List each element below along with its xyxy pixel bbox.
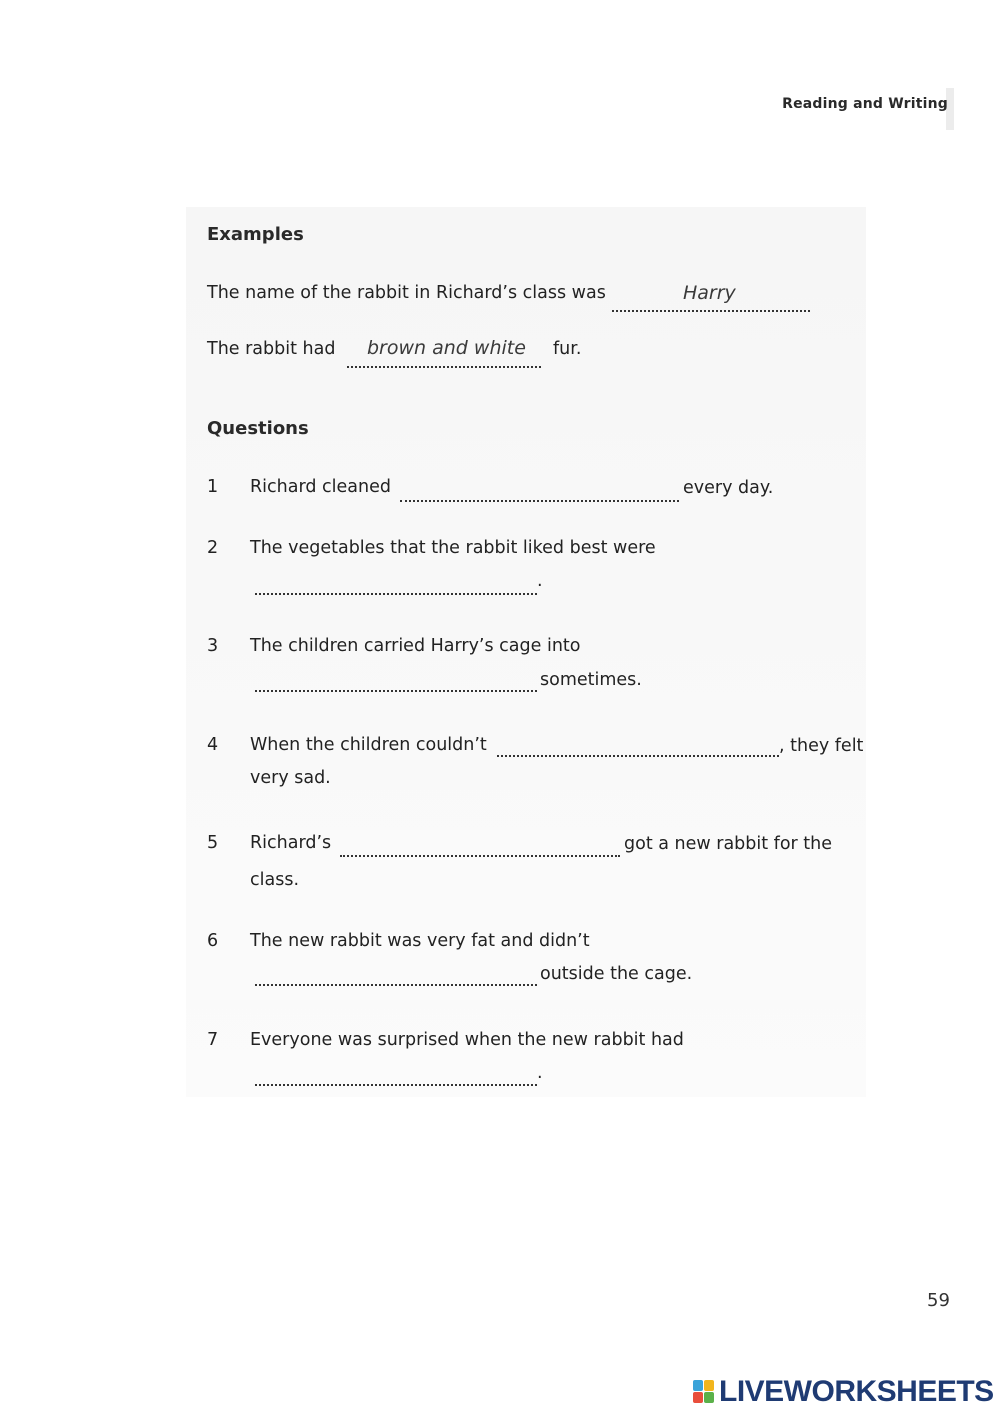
question-4-before: When the children couldn’t <box>250 735 487 755</box>
question-6-answer-input[interactable] <box>255 966 537 986</box>
example-1 <box>207 283 606 303</box>
question-2-answer-input[interactable] <box>255 575 537 595</box>
question-7-end: . <box>537 1063 543 1083</box>
question-5-line2: class. <box>250 870 300 890</box>
liveworksheets-logo-icon <box>693 1380 715 1404</box>
question-3-text: The children carried Harry’s cage into <box>250 636 581 656</box>
example-2-before: The rabbit had <box>207 339 336 359</box>
example-2-answer: brown and white <box>367 337 526 359</box>
question-7-number: 7 <box>207 1030 219 1050</box>
question-1-number: 1 <box>207 477 219 497</box>
question-7-answer-input[interactable] <box>255 1066 537 1086</box>
question-3-answer-input[interactable] <box>255 672 537 692</box>
question-4-after: , they felt <box>779 736 864 756</box>
question-2-end: . <box>537 571 543 591</box>
question-6-number: 6 <box>207 931 219 951</box>
liveworksheets-brand[interactable] <box>693 1374 994 1410</box>
question-7-text: Everyone was surprised when the new rabbit had <box>250 1030 684 1050</box>
question-1-before: Richard cleaned <box>250 477 391 497</box>
question-5-before: Richard’s <box>250 833 332 853</box>
question-5-after: got a new rabbit for the <box>624 834 833 854</box>
question-1-after: every day. <box>683 478 774 498</box>
question-4-line2: very sad. <box>250 768 331 788</box>
question-6-text: The new rabbit was very fat and didn’t <box>250 931 590 951</box>
question-4-answer-input[interactable] <box>497 737 779 757</box>
questions-title: Questions <box>207 418 309 439</box>
section-header: Reading and Writing <box>782 96 948 112</box>
question-3-number: 3 <box>207 636 219 656</box>
liveworksheets-wordmark: LIVEWORKSHEETS <box>719 1375 994 1408</box>
question-5-answer-input[interactable] <box>340 837 620 857</box>
example-2-after: fur. <box>553 339 582 359</box>
page-number: 59 <box>927 1290 950 1311</box>
question-3-after: sometimes. <box>540 670 642 690</box>
example-1-answer: Harry <box>683 282 736 304</box>
question-2-text: The vegetables that the rabbit liked best were <box>250 538 656 558</box>
question-6-after: outside the cage. <box>540 964 693 984</box>
question-2-number: 2 <box>207 538 219 558</box>
question-4-number: 4 <box>207 735 219 755</box>
examples-title: Examples <box>207 224 304 245</box>
question-5-number: 5 <box>207 833 219 853</box>
question-1-answer-input[interactable] <box>400 482 679 502</box>
example-1-text: The name of the rabbit in Richard’s class was <box>207 283 606 303</box>
